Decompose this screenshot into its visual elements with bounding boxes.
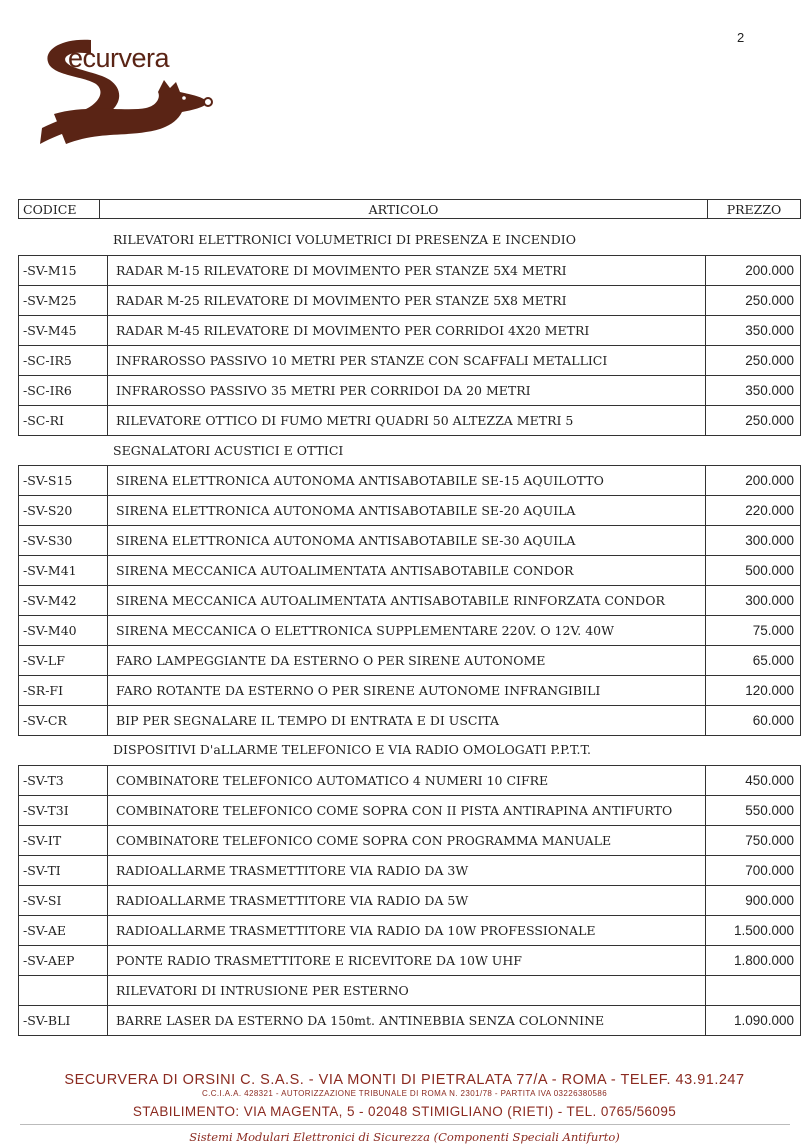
item-code: -SV-M40 xyxy=(19,616,108,646)
footer-tagline: Sistemi Modulari Elettronici di Sicurezza (Componenti Speciali Antifurto) xyxy=(189,1130,620,1144)
item-code: -SV-S30 xyxy=(19,526,108,556)
header-price: PREZZO xyxy=(708,200,801,219)
header-row xyxy=(18,199,801,219)
section-title: RILEVATORI ELETTRONICI VOLUMETRICI DI PRESENZA E INCENDIO xyxy=(113,232,576,247)
item-price: 200.000 xyxy=(706,256,801,286)
item-price: 200.000 xyxy=(706,466,801,496)
table-row xyxy=(19,466,801,496)
table-row xyxy=(19,496,801,526)
item-price: 1.090.000 xyxy=(706,1006,801,1036)
item-description: RILEVATORE OTTICO DI FUMO METRI QUADRI 50 ALTEZZA METRI 5 xyxy=(108,406,706,436)
item-description: BARRE LASER DA ESTERNO DA 150mt. ANTINEBBIA SENZA COLONNINE xyxy=(108,1006,706,1036)
item-description: RADAR M-45 RILEVATORE DI MOVIMENTO PER CORRIDOI 4X20 METRI xyxy=(108,316,706,346)
header-code: CODICE xyxy=(19,200,100,219)
item-description: SIRENA ELETTRONICA AUTONOMA ANTISABOTABILE SE-20 AQUILA xyxy=(108,496,706,526)
item-code: -SV-M25 xyxy=(19,286,108,316)
item-price: 550.000 xyxy=(706,796,801,826)
item-price: 750.000 xyxy=(706,826,801,856)
logo-wordmark: ecurvera xyxy=(68,43,170,73)
item-description: FARO ROTANTE DA ESTERNO O PER SIRENE AUTONOME INFRANGIBILI xyxy=(108,676,706,706)
item-description: COMBINATORE TELEFONICO COME SOPRA CON PROGRAMMA MANUALE xyxy=(108,826,706,856)
table-row xyxy=(19,256,801,286)
item-price: 1.800.000 xyxy=(706,946,801,976)
item-code: -SV-AEP xyxy=(19,946,108,976)
item-code: -SV-M15 xyxy=(19,256,108,286)
item-price: 120.000 xyxy=(706,676,801,706)
item-description: BIP PER SEGNALARE IL TEMPO DI ENTRATA E DI USCITA xyxy=(108,706,706,736)
table-row xyxy=(19,676,801,706)
table-row xyxy=(19,286,801,316)
footer-divider xyxy=(20,1124,790,1125)
item-code: -SV-TI xyxy=(19,856,108,886)
section-title: DISPOSITIVI D'aLLARME TELEFONICO E VIA RADIO OMOLOGATI P.P.T.T. xyxy=(113,742,591,757)
item-description: SIRENA MECCANICA AUTOALIMENTATA ANTISABOTABILE CONDOR xyxy=(108,556,706,586)
item-description: SIRENA ELETTRONICA AUTONOMA ANTISABOTABILE SE-30 AQUILA xyxy=(108,526,706,556)
item-code: -SR-FI xyxy=(19,676,108,706)
item-price: 250.000 xyxy=(706,286,801,316)
item-price: 220.000 xyxy=(706,496,801,526)
item-description: SIRENA MECCANICA O ELETTRONICA SUPPLEMENTARE 220V. O 12V. 40W xyxy=(108,616,706,646)
item-description: RADAR M-25 RILEVATORE DI MOVIMENTO PER STANZE 5X8 METRI xyxy=(108,286,706,316)
item-code: -SV-T3 xyxy=(19,766,108,796)
item-description: SIRENA ELETTRONICA AUTONOMA ANTISABOTABILE SE-15 AQUILOTTO xyxy=(108,466,706,496)
table-row xyxy=(19,766,801,796)
table-row xyxy=(19,946,801,976)
item-description: RILEVATORI DI INTRUSIONE PER ESTERNO xyxy=(108,976,706,1006)
table-row xyxy=(19,376,801,406)
item-description: FARO LAMPEGGIANTE DA ESTERNO O PER SIRENE AUTONOME xyxy=(108,646,706,676)
item-price: 700.000 xyxy=(706,856,801,886)
item-price: 1.500.000 xyxy=(706,916,801,946)
footer-plant-line: STABILIMENTO: VIA MAGENTA, 5 - 02048 STIMIGLIANO (RIETI) - TEL. 0765/56095 xyxy=(132,1104,677,1119)
item-code: -SV-SI xyxy=(19,886,108,916)
table-row xyxy=(19,406,801,436)
item-code: -SV-LF xyxy=(19,646,108,676)
table-row xyxy=(19,856,801,886)
item-description: RADIOALLARME TRASMETTITORE VIA RADIO DA 5W xyxy=(108,886,706,916)
table-row xyxy=(19,1006,801,1036)
item-description: PONTE RADIO TRASMETTITORE E RICEVITORE DA 10W UHF xyxy=(108,946,706,976)
page-number: 2 xyxy=(737,30,745,45)
item-price: 75.000 xyxy=(706,616,801,646)
price-table xyxy=(18,765,801,1036)
item-code: -SC-IR5 xyxy=(19,346,108,376)
item-code: -SV-BLI xyxy=(19,1006,108,1036)
item-code: -SC-IR6 xyxy=(19,376,108,406)
item-code: -SV-M42 xyxy=(19,586,108,616)
table-row xyxy=(19,796,801,826)
item-description: INFRAROSSO PASSIVO 10 METRI PER STANZE CON SCAFFALI METALLICI xyxy=(108,346,706,376)
price-table xyxy=(18,465,801,736)
item-code: -SC-RI xyxy=(19,406,108,436)
item-code: -SV-M41 xyxy=(19,556,108,586)
item-price: 300.000 xyxy=(706,586,801,616)
item-code: -SV-CR xyxy=(19,706,108,736)
item-code: -SV-IT xyxy=(19,826,108,856)
table-row xyxy=(19,556,801,586)
table-row xyxy=(19,616,801,646)
item-description: COMBINATORE TELEFONICO AUTOMATICO 4 NUMERI 10 CIFRE xyxy=(108,766,706,796)
table-row xyxy=(19,886,801,916)
price-table xyxy=(18,255,801,436)
table-row xyxy=(19,646,801,676)
item-price: 250.000 xyxy=(706,346,801,376)
footer-company-line: SECURVERA DI ORSINI C. S.A.S. - VIA MONTI DI PIETRALATA 77/A - ROMA - TELEF. 43.91.247 xyxy=(64,1072,745,1088)
table-row xyxy=(19,976,801,1006)
item-price xyxy=(706,976,801,1006)
item-description: RADAR M-15 RILEVATORE DI MOVIMENTO PER STANZE 5X4 METRI xyxy=(108,256,706,286)
section-title: SEGNALATORI ACUSTICI E OTTICI xyxy=(113,443,344,458)
table-row xyxy=(19,526,801,556)
footer-registration-line: C.C.I.A.A. 428321 - AUTORIZZAZIONE TRIBUNALE DI ROMA N. 2301/78 - PARTITA IVA 03226380586 xyxy=(201,1089,608,1098)
item-price: 65.000 xyxy=(706,646,801,676)
item-code xyxy=(19,976,108,1006)
item-price: 450.000 xyxy=(706,766,801,796)
item-description: COMBINATORE TELEFONICO COME SOPRA CON II PISTA ANTIRAPINA ANTIFURTO xyxy=(108,796,706,826)
item-price: 250.000 xyxy=(706,406,801,436)
item-price: 350.000 xyxy=(706,376,801,406)
item-code: -SV-M45 xyxy=(19,316,108,346)
item-description: RADIOALLARME TRASMETTITORE VIA RADIO DA 10W PROFESSIONALE xyxy=(108,916,706,946)
item-price: 900.000 xyxy=(706,886,801,916)
table-row xyxy=(19,586,801,616)
table-row xyxy=(19,316,801,346)
item-price: 350.000 xyxy=(706,316,801,346)
table-row xyxy=(19,346,801,376)
table-row xyxy=(19,916,801,946)
table-row xyxy=(19,706,801,736)
item-price: 500.000 xyxy=(706,556,801,586)
item-code: -SV-S15 xyxy=(19,466,108,496)
item-code: -SV-S20 xyxy=(19,496,108,526)
table-row xyxy=(19,826,801,856)
item-description: SIRENA MECCANICA AUTOALIMENTATA ANTISABOTABILE RINFORZATA CONDOR xyxy=(108,586,706,616)
item-code: -SV-AE xyxy=(19,916,108,946)
header-article: ARTICOLO xyxy=(100,200,708,219)
item-price: 60.000 xyxy=(706,706,801,736)
item-code: -SV-T3I xyxy=(19,796,108,826)
item-price: 300.000 xyxy=(706,526,801,556)
item-description: INFRAROSSO PASSIVO 35 METRI PER CORRIDOI DA 20 METRI xyxy=(108,376,706,406)
item-description: RADIOALLARME TRASMETTITORE VIA RADIO DA 3W xyxy=(108,856,706,886)
